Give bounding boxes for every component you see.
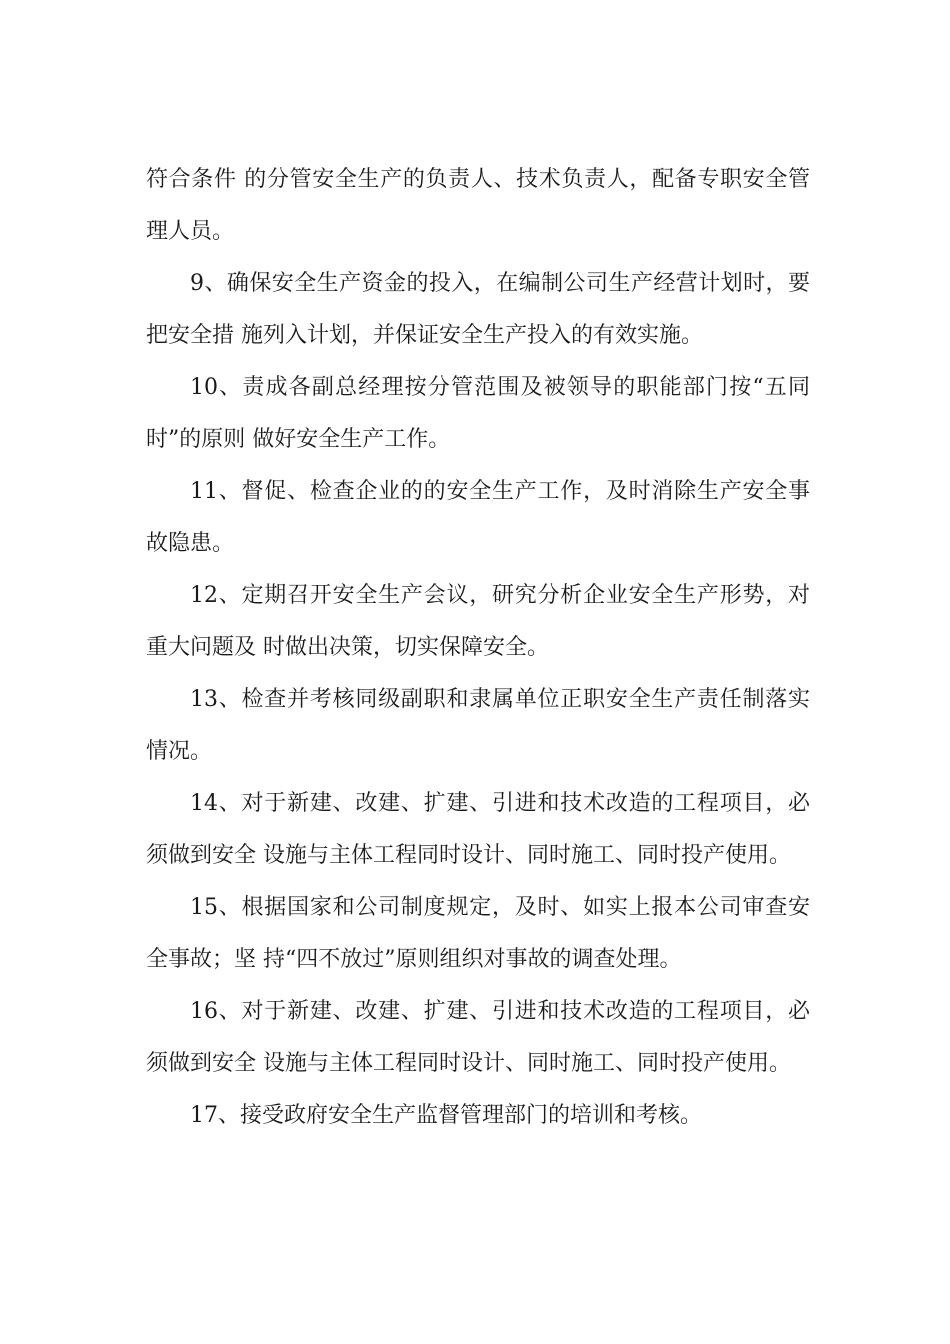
paragraph-continuation: 符合条件 的分管安全生产的负责人、技术负责人，配备专职安全管理人员。 <box>146 167 810 244</box>
paragraph-item-14: 14、对于新建、改建、扩建、引进和技术改造的工程项目，必须做到安全 设施与主体工程同时设计、同时施工、同时投产使用。 <box>146 791 810 868</box>
paragraph-item-11: 11、督促、检查企业的的安全生产工作，及时消除生产安全事故隐患。 <box>146 479 810 556</box>
paragraph-item-10: 10、责成各副总经理按分管范围及被领导的职能部门按“五同时”的原则 做好安全生产工作。 <box>146 375 810 452</box>
document-body <box>146 154 810 1142</box>
paragraph-item-17: 17、接受政府安全生产监督管理部门的培训和考核。 <box>190 1103 702 1128</box>
paragraph-item-15: 15、根据国家和公司制度规定，及时、如实上报本公司审查安全事故；坚 持“四不放过”原则组织对事故的调查处理。 <box>146 895 810 972</box>
paragraph-item-9: 9、确保安全生产资金的投入，在编制公司生产经营计划时，要把安全措 施列入计划，并保证安全生产投入的有效实施。 <box>146 271 810 348</box>
paragraph-item-16: 16、对于新建、改建、扩建、引进和技术改造的工程项目，必须做到安全 设施与主体工程同时设计、同时施工、同时投产使用。 <box>146 999 810 1076</box>
paragraph-item-13: 13、检查并考核同级副职和隶属单位正职安全生产责任制落实情况。 <box>146 687 810 764</box>
paragraph-item-12: 12、定期召开安全生产会议，研究分析企业安全生产形势，对重大问题及 时做出决策，切实保障安全。 <box>146 583 810 660</box>
